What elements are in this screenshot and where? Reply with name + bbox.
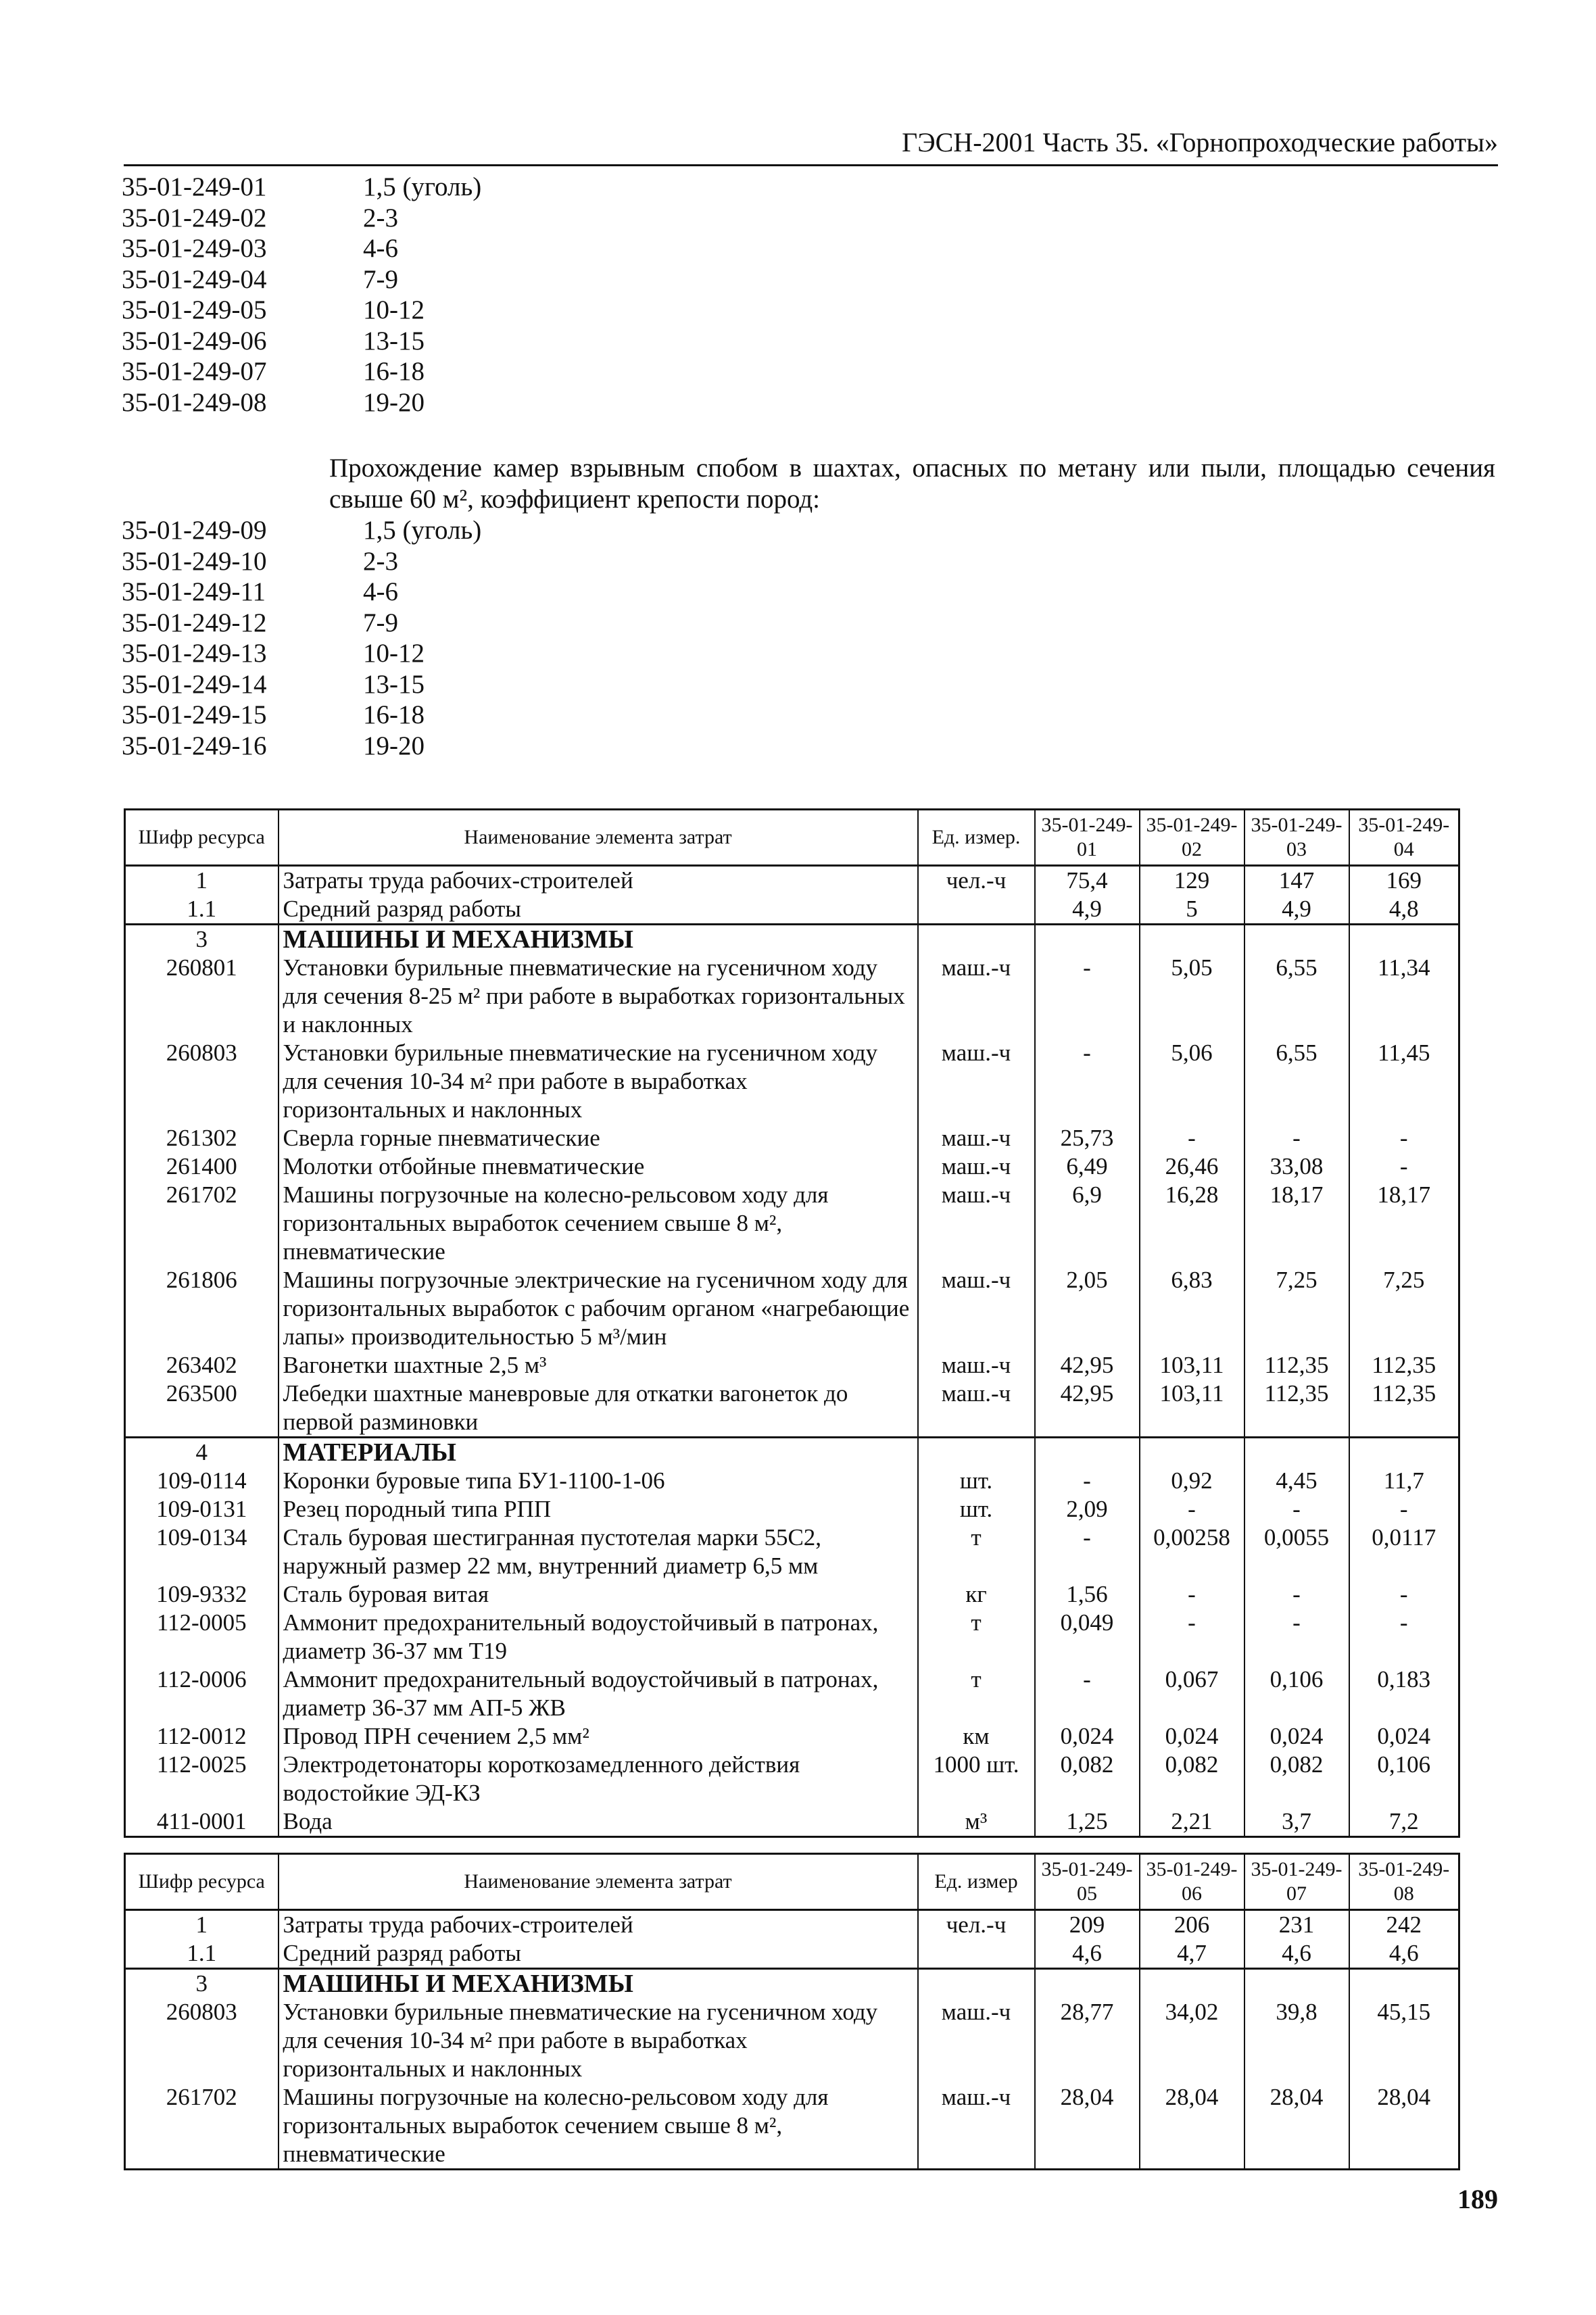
list-item	[122, 172, 481, 203]
value-cell: -	[1244, 1580, 1349, 1609]
cost-element-name-cell: Резец породный типа РПП	[279, 1495, 918, 1524]
value-cell: -	[1035, 954, 1140, 1039]
value-cell: 1,56	[1035, 1580, 1140, 1609]
value-cell: 16,28	[1140, 1181, 1244, 1266]
column-header: 35-01-249-07	[1244, 1854, 1349, 1910]
resource-code-cell: 1	[125, 1910, 279, 1940]
list-code: 35-01-249-11	[122, 577, 266, 606]
unit-cell: маш.-ч	[918, 1152, 1035, 1181]
value-cell: 4,8	[1349, 895, 1459, 925]
list-value: 16-18	[363, 357, 425, 386]
value-cell: 0,082	[1244, 1751, 1349, 1807]
cost-element-name-cell: Вода	[279, 1807, 918, 1837]
unit-cell: маш.-ч	[918, 1351, 1035, 1380]
value-cell: -	[1035, 1524, 1140, 1580]
cost-element-name-cell: Аммонит предохранительный водоустойчивый в патронах, диаметр 36-37 мм Т19	[279, 1609, 918, 1665]
section-row	[125, 1969, 1459, 1999]
list-code: 35-01-249-16	[122, 731, 267, 760]
value-cell: 42,95	[1035, 1380, 1140, 1438]
value-cell	[1244, 1969, 1349, 1999]
unit-cell: маш.-ч	[918, 1124, 1035, 1152]
value-cell: 11,45	[1349, 1039, 1459, 1124]
list-value: 7-9	[363, 608, 398, 637]
list-item	[122, 356, 481, 387]
cost-element-name-cell: Машины погрузочные электрические на гусеничном ходу для горизонтальных выработок с рабочим органом «нагребающие лапы» производительностью 5 м³/мин	[279, 1266, 918, 1351]
value-cell: -	[1349, 1609, 1459, 1665]
value-cell	[1140, 1969, 1244, 1999]
resource-code-cell: 109-9332	[125, 1580, 279, 1609]
value-cell: 7,2	[1349, 1807, 1459, 1837]
value-cell: -	[1035, 1665, 1140, 1722]
value-cell: 2,21	[1140, 1807, 1244, 1837]
cost-element-name-cell: Установки бурильные пневматические на гусеничном ходу для сечения 10-34 м² при работе в выработках горизонтальных и наклонных	[279, 1039, 918, 1124]
value-cell: 231	[1244, 1910, 1349, 1940]
value-cell: 7,25	[1349, 1266, 1459, 1351]
list-item	[122, 326, 481, 357]
list-value: 10-12	[363, 639, 425, 668]
resource-code-cell: 261302	[125, 1124, 279, 1152]
resource-code-cell: 263402	[125, 1351, 279, 1380]
value-cell: 0,0117	[1349, 1524, 1459, 1580]
value-cell: -	[1140, 1609, 1244, 1665]
list-item	[122, 638, 481, 669]
cost-element-name-cell: Лебедки шахтные маневровые для откатки вагонеток до первой разминовки	[279, 1380, 918, 1438]
unit-cell: чел.-ч	[918, 866, 1035, 896]
list-code: 35-01-249-12	[122, 608, 267, 637]
column-header: 35-01-249-05	[1035, 1854, 1140, 1910]
unit-cell: маш.-ч	[918, 1039, 1035, 1124]
value-cell: 2,05	[1035, 1266, 1140, 1351]
cost-element-name-cell: Провод ПРН сечением 2,5 мм²	[279, 1722, 918, 1751]
code-list-1	[122, 172, 481, 418]
list-item	[122, 577, 481, 608]
value-cell: 4,9	[1244, 895, 1349, 925]
resource-code-cell: 4	[125, 1438, 279, 1467]
table-row	[125, 895, 1459, 925]
page-number: 189	[1457, 2184, 1498, 2214]
resource-code-cell: 1.1	[125, 895, 279, 925]
unit-cell	[918, 1438, 1035, 1467]
list-item	[122, 295, 481, 326]
resource-code-cell: 3	[125, 1969, 279, 1999]
column-header: Шифр ресурса	[125, 810, 279, 866]
value-cell: 103,11	[1140, 1351, 1244, 1380]
list-item	[122, 669, 481, 700]
value-cell	[1244, 925, 1349, 954]
list-code: 35-01-249-10	[122, 546, 267, 576]
value-cell: 2,09	[1035, 1495, 1140, 1524]
list-code: 35-01-249-04	[122, 264, 267, 294]
unit-cell	[918, 1969, 1035, 1999]
value-cell: 26,46	[1140, 1152, 1244, 1181]
resource-code-cell: 1.1	[125, 1939, 279, 1969]
value-cell: 75,4	[1035, 866, 1140, 896]
value-cell: -	[1035, 1467, 1140, 1495]
cost-element-name-cell: Сталь буровая витая	[279, 1580, 918, 1609]
section-title-cell: МАТЕРИАЛЫ	[279, 1438, 918, 1467]
value-cell: 5	[1140, 895, 1244, 925]
resource-code-cell: 1	[125, 866, 279, 896]
value-cell: 4,6	[1035, 1939, 1140, 1969]
value-cell: 3,7	[1244, 1807, 1349, 1837]
value-cell: 112,35	[1349, 1380, 1459, 1438]
value-cell: 5,05	[1140, 954, 1244, 1039]
unit-cell: м³	[918, 1807, 1035, 1837]
resource-code-cell: 261400	[125, 1152, 279, 1181]
list-value: 16-18	[363, 700, 425, 729]
unit-cell: кг	[918, 1580, 1035, 1609]
value-cell: 209	[1035, 1910, 1140, 1940]
value-cell: 112,35	[1349, 1351, 1459, 1380]
value-cell	[1035, 925, 1140, 954]
list-code: 35-01-249-01	[122, 172, 267, 201]
value-cell: -	[1140, 1124, 1244, 1152]
list-value: 13-15	[363, 326, 425, 356]
value-cell: -	[1140, 1495, 1244, 1524]
value-cell: 169	[1349, 866, 1459, 896]
unit-cell: маш.-ч	[918, 1266, 1035, 1351]
column-header: 35-01-249-01	[1035, 810, 1140, 866]
value-cell: 103,11	[1140, 1380, 1244, 1438]
table-row	[125, 1181, 1459, 1266]
resource-code-cell: 112-0006	[125, 1665, 279, 1722]
value-cell: -	[1349, 1152, 1459, 1181]
unit-cell	[918, 925, 1035, 954]
value-cell: 0,0055	[1244, 1524, 1349, 1580]
column-header: 35-01-249-06	[1140, 1854, 1244, 1910]
table-row	[125, 1495, 1459, 1524]
column-header: 35-01-249-08	[1349, 1854, 1459, 1910]
value-cell: -	[1349, 1495, 1459, 1524]
value-cell	[1035, 1969, 1140, 1999]
value-cell	[1140, 1438, 1244, 1467]
cost-element-name-cell: Затраты труда рабочих-строителей	[279, 1910, 918, 1940]
value-cell: 112,35	[1244, 1380, 1349, 1438]
value-cell: -	[1140, 1580, 1244, 1609]
value-cell: 0,92	[1140, 1467, 1244, 1495]
value-cell: 0,00258	[1140, 1524, 1244, 1580]
list-code: 35-01-249-02	[122, 203, 267, 233]
section-row	[125, 1438, 1459, 1467]
value-cell: 18,17	[1244, 1181, 1349, 1266]
list-value: 1,5 (уголь)	[363, 172, 482, 201]
table-row	[125, 1665, 1459, 1722]
column-header: Ед. измер	[918, 1854, 1035, 1910]
table-row	[125, 1722, 1459, 1751]
unit-cell: 1000 шт.	[918, 1751, 1035, 1807]
list-item	[122, 387, 481, 418]
value-cell	[1349, 925, 1459, 954]
value-cell: 6,55	[1244, 1039, 1349, 1124]
unit-cell: маш.-ч	[918, 1998, 1035, 2083]
page-header-title: ГЭСН-2001 Часть 35. «Горнопроходческие работы»	[902, 127, 1498, 157]
value-cell: -	[1349, 1124, 1459, 1152]
cost-element-name-cell: Молотки отбойные пневматические	[279, 1152, 918, 1181]
cost-element-name-cell: Средний разряд работы	[279, 895, 918, 925]
list-value: 7-9	[363, 264, 398, 294]
table-row	[125, 1580, 1459, 1609]
unit-cell: т	[918, 1524, 1035, 1580]
value-cell	[1035, 1438, 1140, 1467]
value-cell: 0,183	[1349, 1665, 1459, 1722]
list-value: 10-12	[363, 295, 425, 324]
list-code: 35-01-249-08	[122, 387, 267, 417]
unit-cell: т	[918, 1665, 1035, 1722]
resource-code-cell: 260803	[125, 1998, 279, 2083]
code-list-2	[122, 515, 481, 761]
table-row	[125, 1939, 1459, 1969]
resource-code-cell: 260801	[125, 954, 279, 1039]
section-description: Прохождение камер взрывным спобом в шахтах, опасных по метану или пыли, площадью сечения свыше 60 м², коэффициент крепости пород:	[329, 454, 1495, 514]
resource-table-2	[124, 1853, 1460, 2170]
value-cell: 7,25	[1244, 1266, 1349, 1351]
value-cell: 28,04	[1035, 2083, 1140, 2170]
value-cell: 0,106	[1349, 1751, 1459, 1807]
value-cell: -	[1244, 1609, 1349, 1665]
list-item	[122, 203, 481, 234]
value-cell: -	[1349, 1580, 1459, 1609]
unit-cell: маш.-ч	[918, 1380, 1035, 1438]
list-item	[122, 515, 481, 546]
value-cell: 6,49	[1035, 1152, 1140, 1181]
list-item	[122, 608, 481, 639]
value-cell: 11,7	[1349, 1467, 1459, 1495]
resource-code-cell: 261806	[125, 1266, 279, 1351]
cost-element-name-cell: Машины погрузочные на колесно-рельсовом ходу для горизонтальных выработок сечением свыше 8 м², пневматические	[279, 2083, 918, 2170]
value-cell: 0,067	[1140, 1665, 1244, 1722]
value-cell: 33,08	[1244, 1152, 1349, 1181]
table-row	[125, 1524, 1459, 1580]
list-value: 13-15	[363, 669, 425, 699]
value-cell: 0,024	[1349, 1722, 1459, 1751]
value-cell	[1349, 1969, 1459, 1999]
value-cell: 6,9	[1035, 1181, 1140, 1266]
resource-code-cell: 411-0001	[125, 1807, 279, 1837]
value-cell: 11,34	[1349, 954, 1459, 1039]
value-cell: 0,106	[1244, 1665, 1349, 1722]
column-header: Наименование элемента затрат	[279, 810, 918, 866]
resource-code-cell: 3	[125, 925, 279, 954]
cost-element-name-cell: Установки бурильные пневматические на гусеничном ходу для сечения 8-25 м² при работе в выработках горизонтальных и наклонных	[279, 954, 918, 1039]
cost-element-name-cell: Установки бурильные пневматические на гусеничном ходу для сечения 10-34 м² при работе в выработках горизонтальных и наклонных	[279, 1998, 918, 2083]
cost-element-name-cell: Вагонетки шахтные 2,5 м³	[279, 1351, 918, 1380]
value-cell: 129	[1140, 866, 1244, 896]
unit-cell: т	[918, 1609, 1035, 1665]
table-row	[125, 1124, 1459, 1152]
list-value: 1,5 (уголь)	[363, 516, 482, 545]
table-row	[125, 1351, 1459, 1380]
value-cell: 4,6	[1244, 1939, 1349, 1969]
unit-cell: чел.-ч	[918, 1910, 1035, 1940]
table-row	[125, 1910, 1459, 1940]
value-cell: 0,082	[1035, 1751, 1140, 1807]
value-cell: 147	[1244, 866, 1349, 896]
value-cell: 42,95	[1035, 1351, 1140, 1380]
list-value: 4-6	[363, 577, 398, 606]
table-row	[125, 1380, 1459, 1438]
list-value: 4-6	[363, 234, 398, 263]
value-cell: 0,024	[1035, 1722, 1140, 1751]
table-row	[125, 1609, 1459, 1665]
value-cell: 242	[1349, 1910, 1459, 1940]
cost-element-name-cell: Сверла горные пневматические	[279, 1124, 918, 1152]
table-row	[125, 1998, 1459, 2083]
list-code: 35-01-249-06	[122, 326, 267, 356]
column-header: 35-01-249-02	[1140, 810, 1244, 866]
unit-cell	[918, 895, 1035, 925]
value-cell: 5,06	[1140, 1039, 1244, 1124]
section-title-cell: МАШИНЫ И МЕХАНИЗМЫ	[279, 925, 918, 954]
unit-cell	[918, 1939, 1035, 1969]
value-cell: 39,8	[1244, 1998, 1349, 2083]
value-cell: 18,17	[1349, 1181, 1459, 1266]
value-cell: 0,049	[1035, 1609, 1140, 1665]
table-header-row	[125, 810, 1459, 866]
resource-code-cell: 112-0025	[125, 1751, 279, 1807]
list-code: 35-01-249-07	[122, 357, 267, 386]
value-cell: -	[1244, 1124, 1349, 1152]
value-cell: 206	[1140, 1910, 1244, 1940]
page-header	[124, 124, 1498, 166]
list-value: 2-3	[363, 203, 398, 233]
value-cell	[1140, 925, 1244, 954]
resource-code-cell: 109-0114	[125, 1467, 279, 1495]
resource-code-cell: 261702	[125, 2083, 279, 2170]
list-item	[122, 700, 481, 731]
list-item	[122, 233, 481, 264]
value-cell: 6,55	[1244, 954, 1349, 1039]
unit-cell: маш.-ч	[918, 2083, 1035, 2170]
resource-code-cell: 260803	[125, 1039, 279, 1124]
value-cell: -	[1244, 1495, 1349, 1524]
table-row	[125, 1467, 1459, 1495]
column-header: Наименование элемента затрат	[279, 1854, 918, 1910]
table-row	[125, 1266, 1459, 1351]
resource-code-cell: 112-0012	[125, 1722, 279, 1751]
cost-element-name-cell: Средний разряд работы	[279, 1939, 918, 1969]
resource-code-cell: 263500	[125, 1380, 279, 1438]
column-header: 35-01-249-04	[1349, 810, 1459, 866]
list-item	[122, 546, 481, 577]
value-cell: 4,7	[1140, 1939, 1244, 1969]
list-code: 35-01-249-15	[122, 700, 267, 729]
value-cell: 45,15	[1349, 1998, 1459, 2083]
section-title-cell: МАШИНЫ И МЕХАНИЗМЫ	[279, 1969, 918, 1999]
value-cell: 1,25	[1035, 1807, 1140, 1837]
value-cell: 0,082	[1140, 1751, 1244, 1807]
list-item	[122, 264, 481, 295]
list-code: 35-01-249-13	[122, 639, 267, 668]
value-cell	[1244, 1438, 1349, 1467]
cost-element-name-cell: Сталь буровая шестигранная пустотелая марки 55С2, наружный размер 22 мм, внутренний диаметр 6,5 мм	[279, 1524, 918, 1580]
table-row	[125, 1152, 1459, 1181]
cost-element-name-cell: Аммонит предохранительный водоустойчивый в патронах, диаметр 36-37 мм АП-5 ЖВ	[279, 1665, 918, 1722]
list-value: 19-20	[363, 387, 425, 417]
list-code: 35-01-249-05	[122, 295, 267, 324]
column-header: 35-01-249-03	[1244, 810, 1349, 866]
table-row	[125, 866, 1459, 896]
value-cell: 112,35	[1244, 1351, 1349, 1380]
value-cell: 25,73	[1035, 1124, 1140, 1152]
resource-table-1	[124, 808, 1460, 1838]
column-header: Шифр ресурса	[125, 1854, 279, 1910]
value-cell: 34,02	[1140, 1998, 1244, 2083]
list-value: 19-20	[363, 731, 425, 760]
value-cell: -	[1035, 1039, 1140, 1124]
cost-element-name-cell: Затраты труда рабочих-строителей	[279, 866, 918, 896]
resource-code-cell: 112-0005	[125, 1609, 279, 1665]
table-header-row	[125, 1854, 1459, 1910]
resource-code-cell: 109-0134	[125, 1524, 279, 1580]
list-value: 2-3	[363, 546, 398, 576]
table-row	[125, 1039, 1459, 1124]
unit-cell: шт.	[918, 1467, 1035, 1495]
table-row	[125, 1807, 1459, 1837]
value-cell: 28,04	[1140, 2083, 1244, 2170]
resource-code-cell: 261702	[125, 1181, 279, 1266]
list-code: 35-01-249-09	[122, 516, 267, 545]
value-cell	[1349, 1438, 1459, 1467]
value-cell: 28,77	[1035, 1998, 1140, 2083]
resource-code-cell: 109-0131	[125, 1495, 279, 1524]
list-code: 35-01-249-03	[122, 234, 267, 263]
cost-element-name-cell: Электродетонаторы короткозамедленного действия водостойкие ЭД-КЗ	[279, 1751, 918, 1807]
value-cell: 28,04	[1244, 2083, 1349, 2170]
list-item	[122, 731, 481, 762]
unit-cell: шт.	[918, 1495, 1035, 1524]
cost-element-name-cell: Коронки буровые типа БУ1-1100-1-06	[279, 1467, 918, 1495]
unit-cell: км	[918, 1722, 1035, 1751]
value-cell: 0,024	[1244, 1722, 1349, 1751]
unit-cell: маш.-ч	[918, 1181, 1035, 1266]
value-cell: 28,04	[1349, 2083, 1459, 2170]
table-row	[125, 1751, 1459, 1807]
section-row	[125, 925, 1459, 954]
value-cell: 4,45	[1244, 1467, 1349, 1495]
value-cell: 4,6	[1349, 1939, 1459, 1969]
value-cell: 0,024	[1140, 1722, 1244, 1751]
unit-cell: маш.-ч	[918, 954, 1035, 1039]
column-header: Ед. измер.	[918, 810, 1035, 866]
table-row	[125, 954, 1459, 1039]
value-cell: 4,9	[1035, 895, 1140, 925]
value-cell: 6,83	[1140, 1266, 1244, 1351]
list-code: 35-01-249-14	[122, 669, 267, 699]
table-row	[125, 2083, 1459, 2170]
cost-element-name-cell: Машины погрузочные на колесно-рельсовом ходу для горизонтальных выработок сечением свыше 8 м², пневматические	[279, 1181, 918, 1266]
